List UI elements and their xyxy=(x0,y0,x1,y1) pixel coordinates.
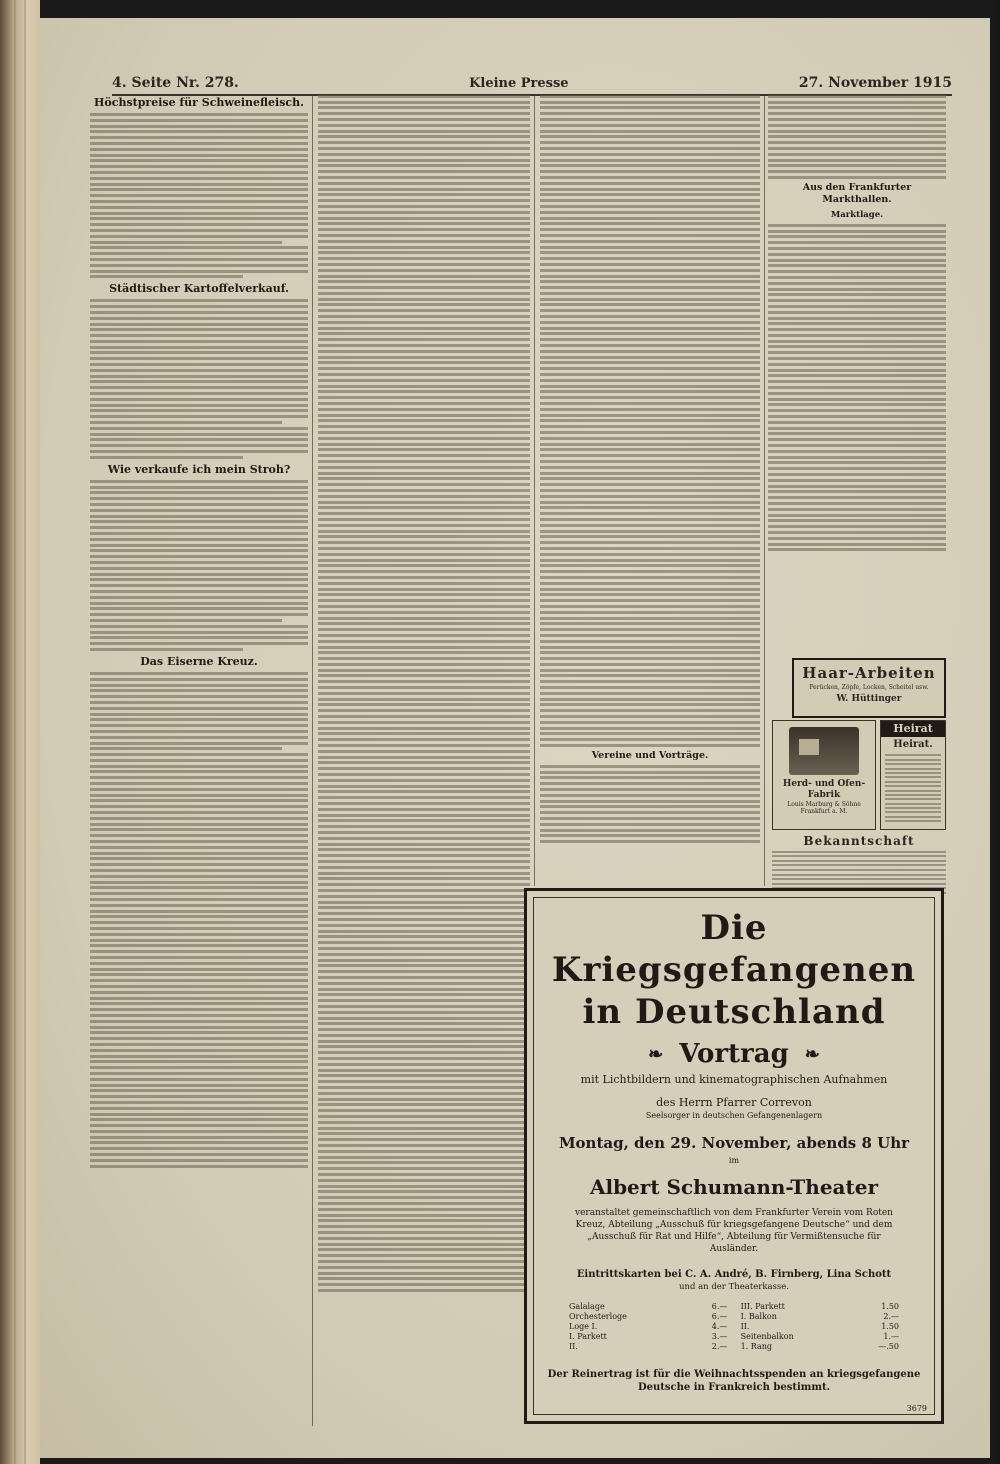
ad-haar-arbeiten xyxy=(792,658,946,718)
headline-schweinefleisch: Höchstpreise für Schweinefleisch. xyxy=(94,96,304,109)
subheadline-marktlage: Marktlage. xyxy=(830,209,884,220)
price-row: 1. Rang —.50 xyxy=(740,1342,899,1351)
page-shadow xyxy=(992,0,1000,1464)
column-rule xyxy=(764,96,765,886)
ad-title-line-1: Die Kriegsgefangenen xyxy=(551,908,917,990)
spine-ridge xyxy=(14,0,16,1464)
issue-date: 27. November 1915 xyxy=(798,75,952,91)
ad-footer-line-2: Deutsche in Frankreich bestimmt. xyxy=(637,1382,831,1393)
article-body xyxy=(90,672,308,1168)
column-rule xyxy=(534,96,535,886)
column-rule xyxy=(312,96,313,1426)
price-row: II. 1.50 xyxy=(740,1322,899,1331)
notices-body xyxy=(768,95,946,179)
ad-im: im xyxy=(728,1156,740,1165)
ornament-icon: ❧ xyxy=(804,1043,820,1065)
stove-icon xyxy=(789,727,859,775)
article-body xyxy=(318,95,530,1292)
ad-herd-firm: Louis Marburg & Söhne xyxy=(787,801,861,808)
article-body xyxy=(90,113,308,278)
ad-kasse: und an der Theaterkasse. xyxy=(679,1282,789,1292)
ad-heirat-bar: Heirat xyxy=(881,721,945,737)
ad-number: 3679 xyxy=(906,1404,927,1413)
ad-venue: Albert Schumann-Theater xyxy=(589,1175,879,1199)
ad-date: Montag, den 29. November, abends 8 Uhr xyxy=(558,1134,910,1152)
ad-kriegsgefangene xyxy=(524,888,944,1424)
price-row: Galalage 6.— xyxy=(569,1302,728,1311)
price-row: Loge I. 4.— xyxy=(569,1322,728,1331)
ad-heirat-text xyxy=(881,750,945,827)
article-body xyxy=(768,224,946,552)
ad-herd-city: Frankfurt a. M. xyxy=(800,808,848,815)
article-column-1 xyxy=(90,92,308,1424)
headline-vereine: Vereine und Vorträge. xyxy=(591,750,709,762)
ad-speaker-role: Seelsorger in deutschen Gefangenenlagern xyxy=(645,1111,823,1120)
ad-organizer: veranstaltet gemeinschaftlich von dem Frankfurter Verein vom Roten Kreuz, Abteilung „Ausschuß für kriegsgefangene Deutsche“ und dem „Ausschuß für Rat und Hilfe“, Abteilung für Vermißtensuche für Ausländer. xyxy=(575,1208,893,1254)
headline-markthallen: Aus den Frankfurter Markthallen. xyxy=(802,181,912,205)
price-row: Orchesterloge 6.— xyxy=(569,1312,728,1321)
headline-eiserne-kreuz: Das Eiserne Kreuz. xyxy=(140,654,258,668)
headline-stroh: Wie verkaufe ich mein Stroh? xyxy=(107,462,291,476)
ad-inner-frame xyxy=(533,897,935,1415)
price-row: I. Balkon 2.— xyxy=(740,1312,899,1321)
article-column-2 xyxy=(318,92,530,1424)
ad-herd-title: Herd- und Ofen-Fabrik xyxy=(782,779,866,800)
article-body xyxy=(90,299,308,459)
ad-title-line-2: in Deutschland xyxy=(582,992,886,1032)
article-body xyxy=(540,95,760,747)
article-body xyxy=(90,480,308,651)
price-row: Seitenbalkon 1.— xyxy=(740,1332,899,1341)
page-number: 4. Seite Nr. 278. xyxy=(112,75,239,91)
price-row: I. Parkett 3.— xyxy=(569,1332,728,1341)
ad-subtitle: mit Lichtbildern und kinematographischen Aufnahmen xyxy=(580,1073,888,1086)
ad-footer-line-1: Der Reinertrag ist für die Weihnachtsspenden an kriegsgefangene xyxy=(547,1369,921,1380)
spine-ridge xyxy=(6,0,8,1464)
article-column-4 xyxy=(768,92,946,652)
ad-bek-title: Bekanntschaft xyxy=(803,834,915,848)
ad-tickets: Eintrittskarten bei C. A. André, B. Firnberg, Lina Schott xyxy=(576,1269,892,1280)
ad-heirat-title: Heirat. xyxy=(893,739,933,750)
ad-haar-title: Haar-Arbeiten xyxy=(802,664,936,682)
price-row: III. Parkett 1.50 xyxy=(740,1302,899,1311)
price-row: II. 2.— xyxy=(569,1342,728,1351)
ornament-icon: ❧ xyxy=(648,1043,664,1065)
ad-speaker: des Herrn Pfarrer Correvon xyxy=(656,1096,812,1109)
ad-haar-sub: Perücken, Zöpfe, Locken, Scheitel usw. xyxy=(809,684,929,691)
spine-ridge xyxy=(24,0,26,1464)
article-column-3 xyxy=(540,92,760,882)
ad-herd-fabrik xyxy=(772,720,876,830)
article-body xyxy=(540,765,760,843)
headline-kartoffelverkauf: Städtischer Kartoffelverkauf. xyxy=(109,282,289,296)
masthead: Kleine Presse xyxy=(469,75,569,91)
ad-haar-firm: W. Hüttinger xyxy=(836,694,902,704)
ad-vortrag-label: Vortrag xyxy=(679,1039,789,1069)
ad-heirat xyxy=(880,720,946,830)
book-spine xyxy=(0,0,40,1464)
